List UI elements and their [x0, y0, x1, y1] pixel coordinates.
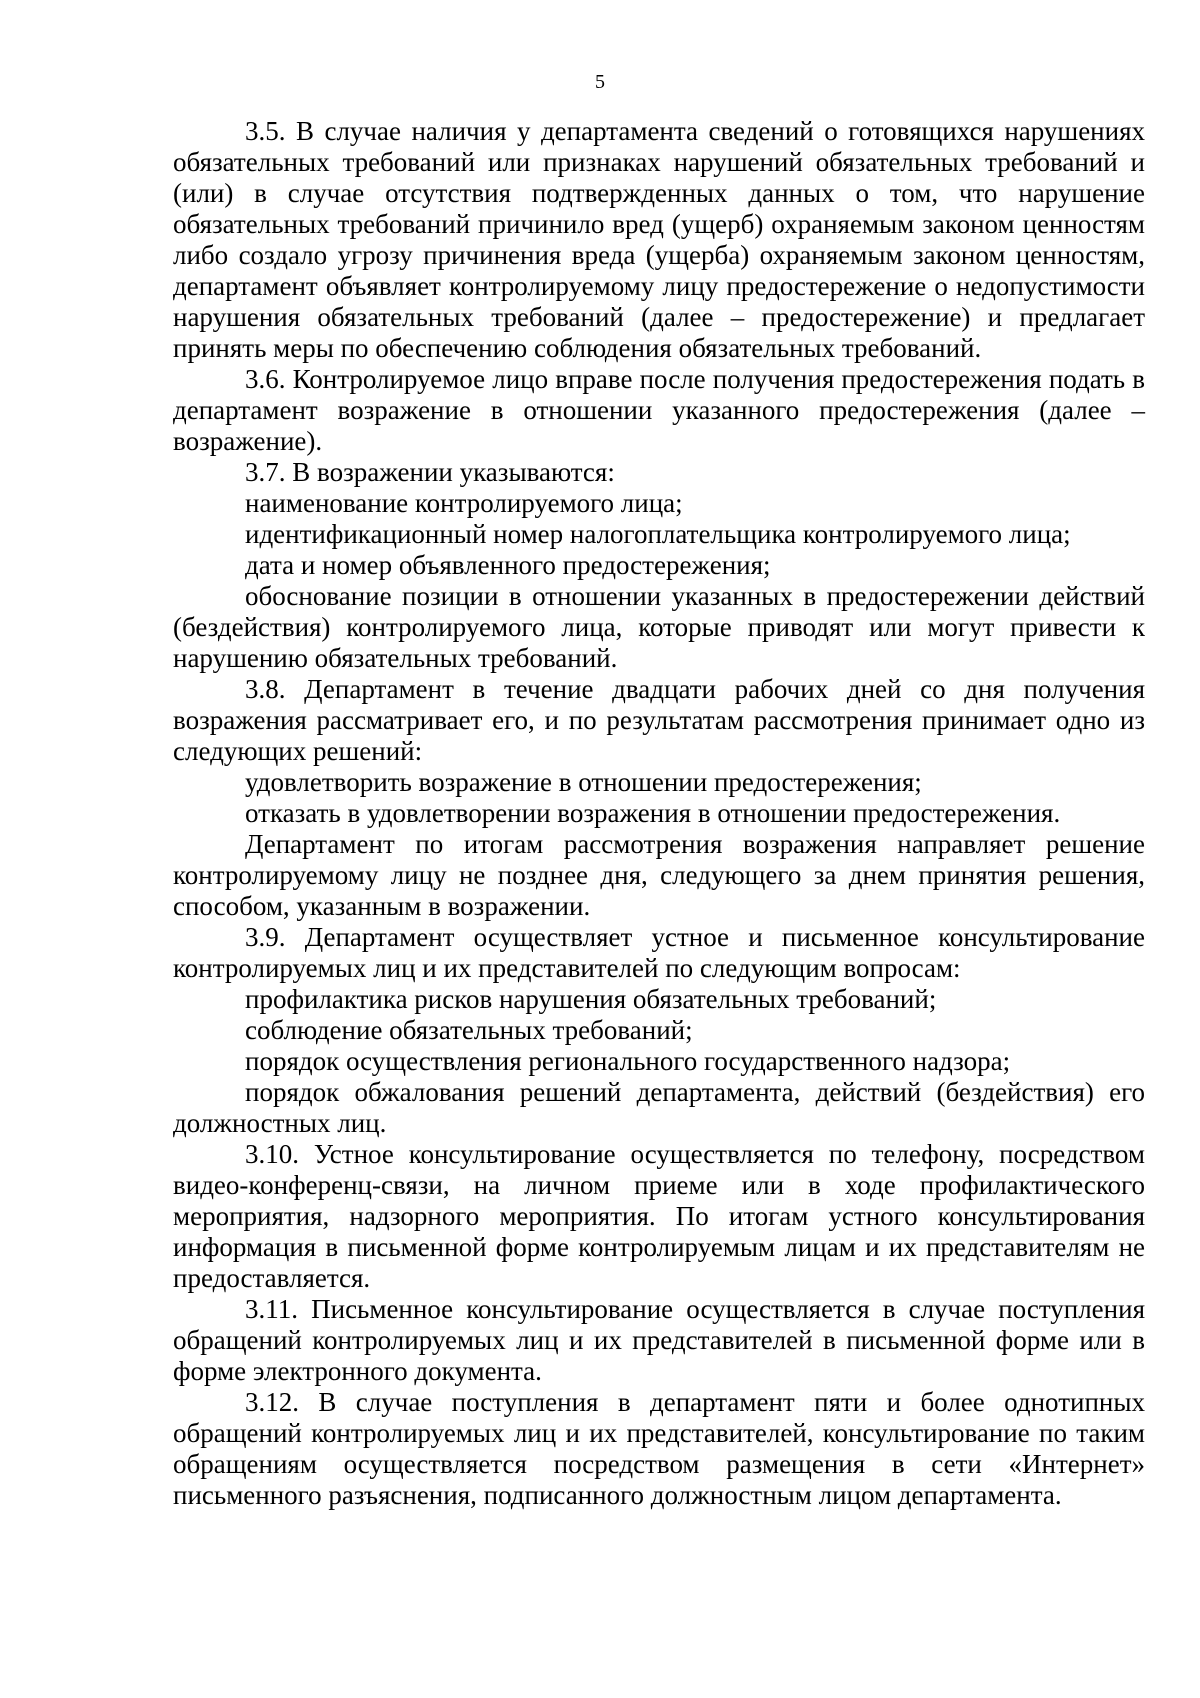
page-number: 5	[595, 71, 605, 93]
paragraph-3-8: 3.8. Департамент в течение двадцати рабочих дней со дня получения возражения рассматривает его, и по результатам рассмотрения принимает одно из следующих решений:	[173, 674, 1145, 766]
list-item-refuse: отказать в удовлетворении возражения в отношении предостережения.	[245, 798, 1061, 828]
paragraph-3-6: 3.6. Контролируемое лицо вправе после получения предостережения подать в департамент возражение в отношении указанного предостережения (далее – возражение).	[173, 364, 1145, 456]
paragraph-decision-sending: Департамент по итогам рассмотрения возражения направляет решение контролируемому лицу не позднее дня, следующего за днем принятия решения, способом, указанным в возражении.	[173, 829, 1145, 921]
paragraph-3-5: 3.5. В случае наличия у департамента сведений о готовящихся нарушениях обязательных требований или признаках нарушений обязательных требований и (или) в случае отсутствия подтвержденных данных о том, что нарушение обязательных требований причинило вред (ущерб) охраняемым законом ценностям либо создало угрозу причинения вреда (ущерба) охраняемым законом ценностям, департамент объявляет контролируемому лицу предостережение о недопустимости нарушения обязательных требований (далее – предостережение) и предлагает принять меры по обеспечению соблюдения обязательных требований.	[173, 116, 1145, 363]
paragraph-3-7: 3.7. В возражении указываются:	[245, 457, 615, 487]
list-item-supervision-procedure: порядок осуществления регионального государственного надзора;	[245, 1046, 1011, 1076]
document-body	[173, 116, 1145, 1511]
list-item-date-number: дата и номер объявленного предостережения;	[245, 550, 771, 580]
paragraph-3-11: 3.11. Письменное консультирование осуществляется в случае поступления обращений контролируемых лиц и их представителей в письменной форме или в форме электронного документа.	[173, 1294, 1145, 1386]
list-item-inn: идентификационный номер налогоплательщика контролируемого лица;	[245, 519, 1071, 549]
list-item-compliance: соблюдение обязательных требований;	[245, 1015, 693, 1045]
paragraph-3-12: 3.12. В случае поступления в департамент пяти и более однотипных обращений контролируемых лиц и их представителей, консультирование по таким обращениям осуществляется посредством размещения в сети «Интернет» письменного разъяснения, подписанного должностным лицом департамента.	[173, 1387, 1145, 1510]
list-item-appeal-procedure: порядок обжалования решений департамента, действий (бездействия) его должностных лиц.	[173, 1077, 1145, 1138]
paragraph-3-9: 3.9. Департамент осуществляет устное и письменное консультирование контролируемых лиц и их представителей по следующим вопросам:	[173, 922, 1145, 983]
list-item-name: наименование контролируемого лица;	[245, 488, 683, 518]
list-item-satisfy: удовлетворить возражение в отношении предостережения;	[245, 767, 922, 797]
paragraph-3-10: 3.10. Устное консультирование осуществляется по телефону, посредством видео-конференц-связи, на личном приеме или в ходе профилактического мероприятия, надзорного мероприятия. По итогам устного консультирования информация в письменной форме контролируемым лицам и их представителям не предоставляется.	[173, 1139, 1145, 1293]
list-item-risk-prevention: профилактика рисков нарушения обязательных требований;	[245, 984, 937, 1014]
list-item-justification: обоснование позиции в отношении указанных в предостережении действий (бездействия) контролируемого лица, которые приводят или могут привести к нарушению обязательных требований.	[173, 581, 1145, 673]
